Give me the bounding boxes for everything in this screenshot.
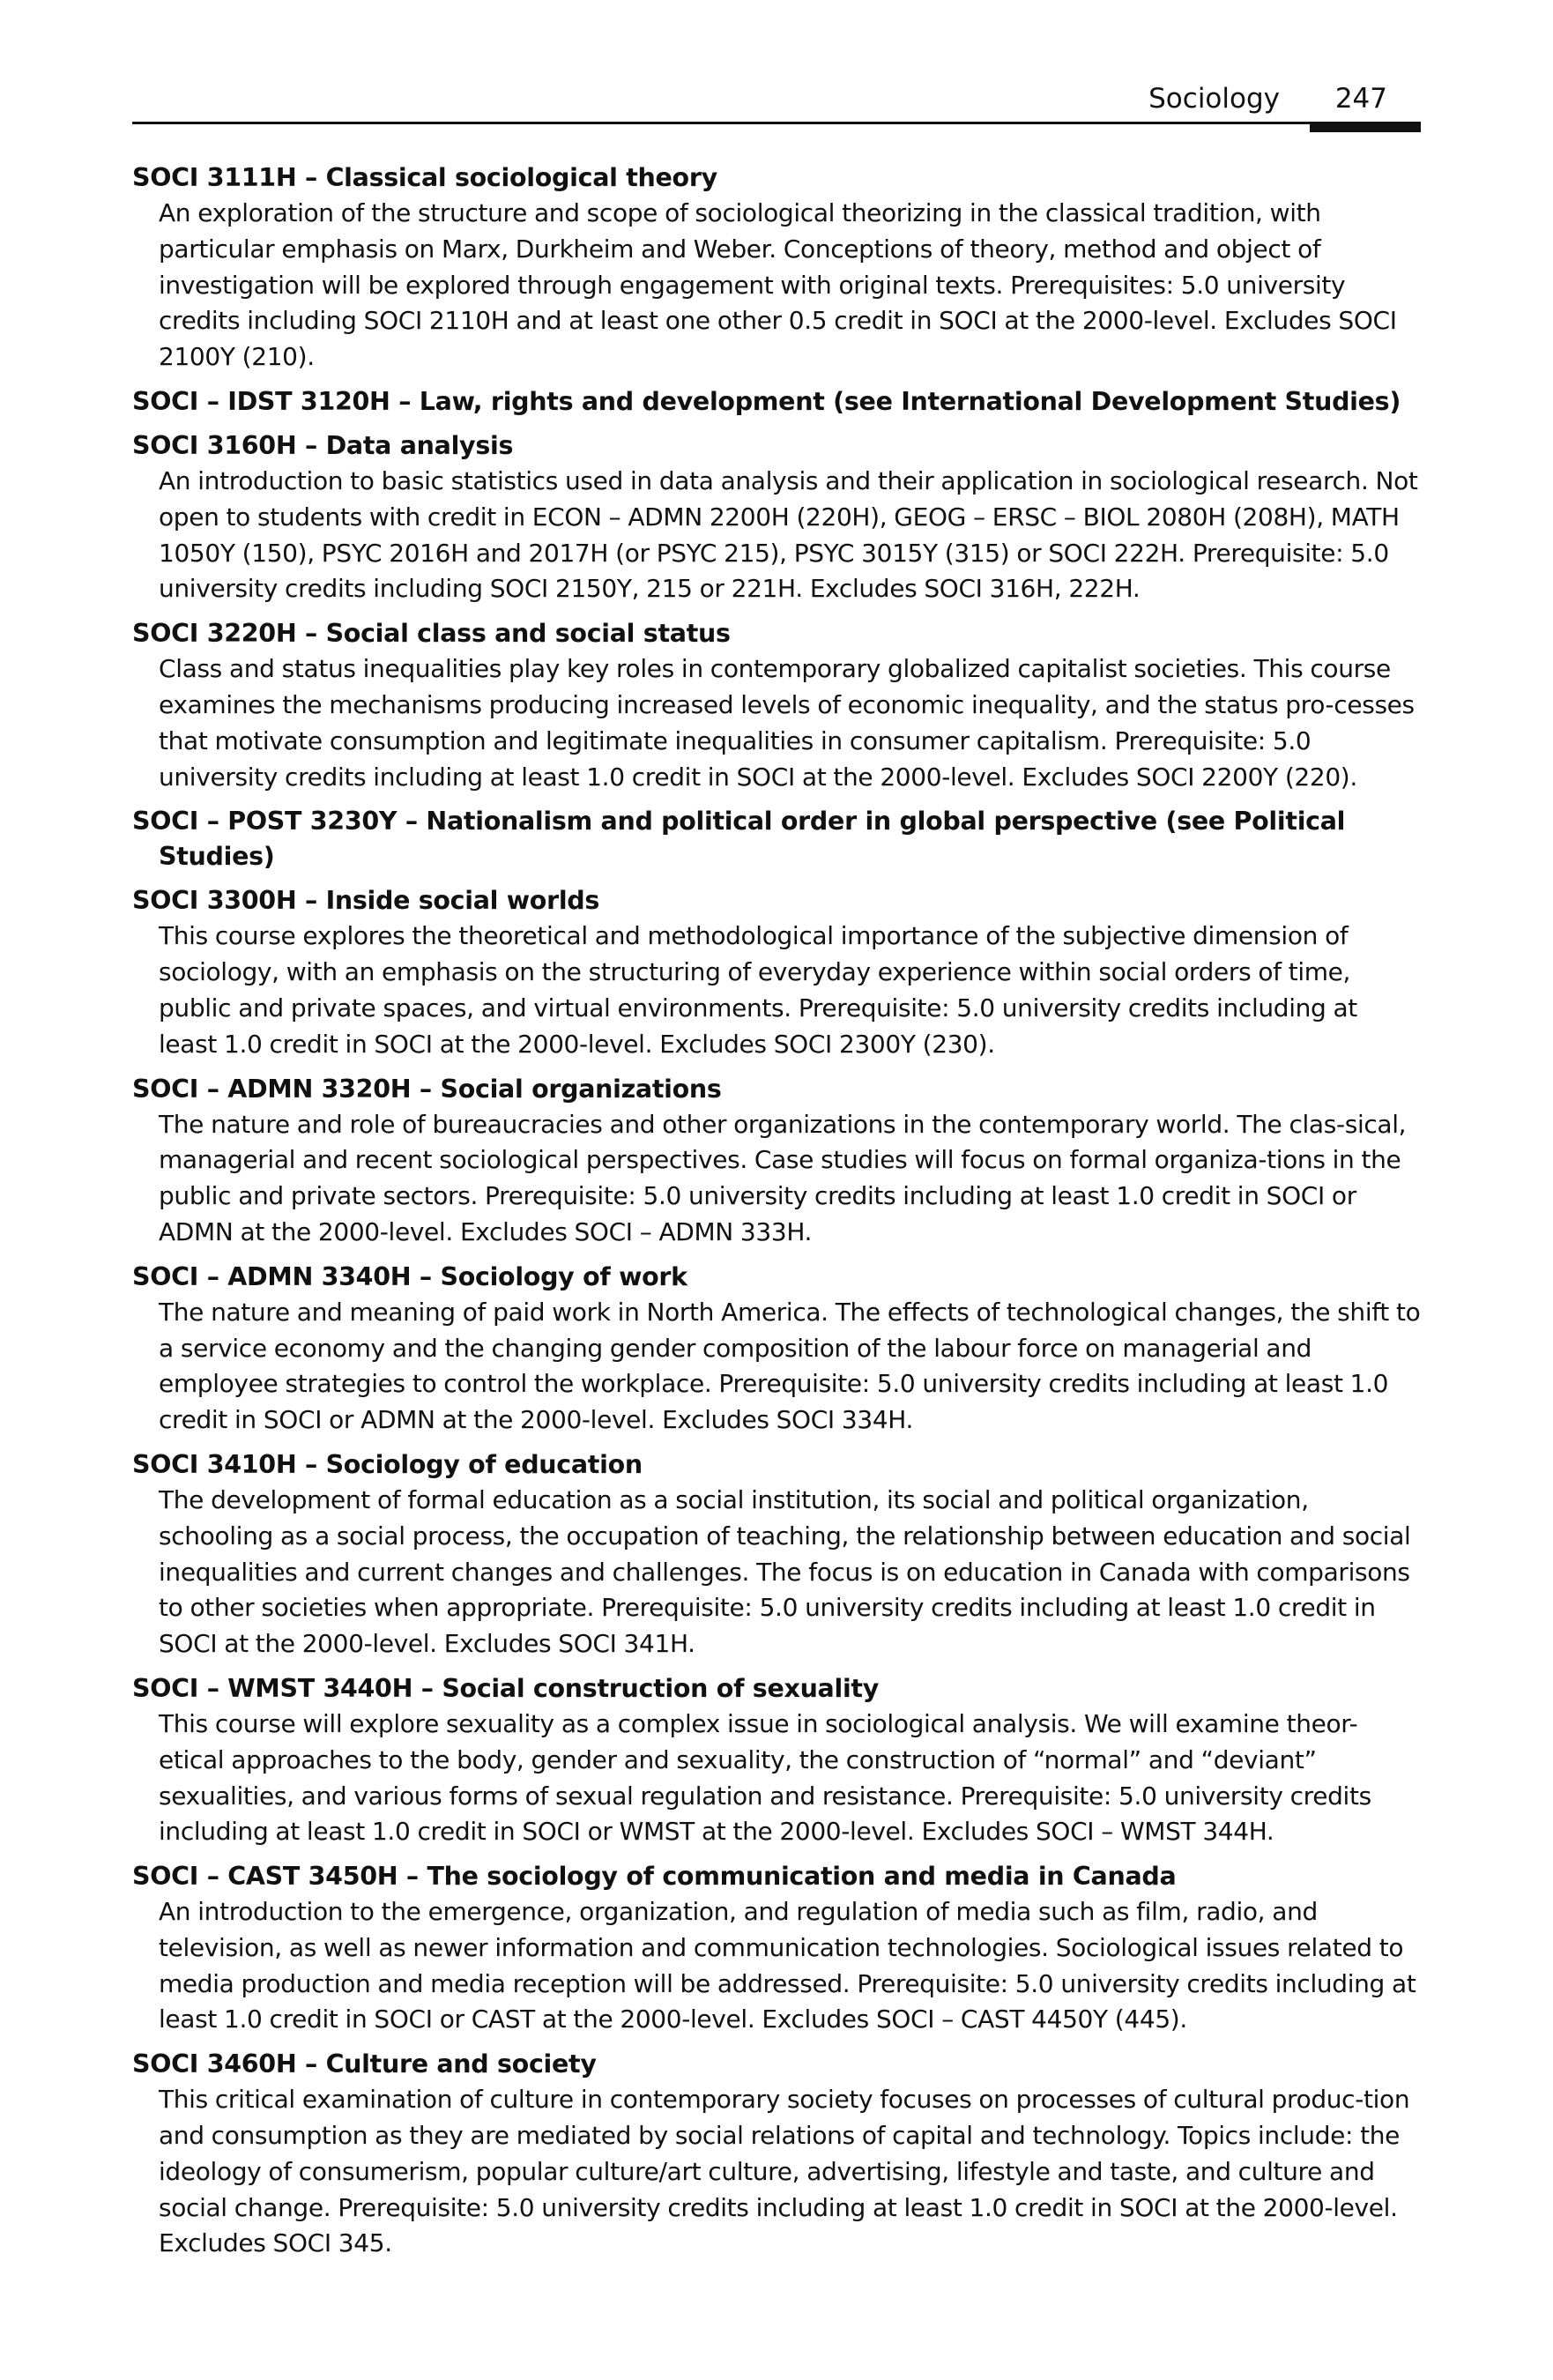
header-rule bbox=[132, 122, 1421, 124]
course-title: SOCI – WMST 3440H – Social construction of sexuality bbox=[132, 1673, 880, 1703]
course-entry bbox=[132, 1447, 1421, 1662]
course-title: SOCI 3111H – Classical sociological theory bbox=[132, 163, 717, 192]
course-description: This course will explore sexuality as a complex issue in sociological analysis. We will examine theor-etical approaches to the body, gender and sexuality, the construction of “normal” and “deviant” sexualities, and various forms of sexual regulation and resistance. Prerequisite: 5.0 university credits including at least 1.0 credit in SOCI or WMST at the 2000-level. Excludes SOCI – WMST 344H. bbox=[159, 1708, 1371, 1847]
course-description: Class and status inequalities play key roles in contemporary globalized capitalist societies. This course examines the mechanisms producing increased levels of economic inequality, and the status pro-cesses that motivate consumption and legitimate inequalities in consumer capitalism. Prerequisite: 5.0 university credits including at least 1.0 credit in SOCI at the 2000-level. Excludes SOCI 2200Y (220). bbox=[159, 654, 1415, 792]
course-entry bbox=[132, 1072, 1421, 1251]
course-entry bbox=[132, 384, 1421, 420]
header-section-title: Sociology bbox=[1148, 83, 1280, 115]
page-number: 247 bbox=[1334, 83, 1387, 115]
course-entry bbox=[132, 160, 1421, 376]
course-title: SOCI – IDST 3120H – Law, rights and development (see International Development Studies) bbox=[132, 386, 1401, 416]
course-title: SOCI 3160H – Data analysis bbox=[132, 430, 514, 460]
course-description: The nature and role of bureaucracies and other organizations in the contemporary world. The clas-sical, managerial and recent sociological perspectives. Case studies will focus on formal organiza-tions in the public and private sectors. Prerequisite: 5.0 university credits including at least 1.0 credit in SOCI or ADMN at the 2000-level. Excludes SOCI – ADMN 333H. bbox=[159, 1109, 1407, 1246]
course-entry bbox=[132, 804, 1421, 874]
course-description: This course explores the theoretical and methodological importance of the subjective dimension of sociology, with an emphasis on the structuring of everyday experience within social orders of time, public and private spaces, and virtual environments. Prerequisite: 5.0 university credits including at least 1.0 credit in SOCI at the 2000-level. Excludes SOCI 2300Y (230). bbox=[159, 921, 1357, 1059]
header-bar bbox=[1310, 122, 1421, 132]
course-title: SOCI 3300H – Inside social worlds bbox=[132, 886, 600, 916]
course-entry bbox=[132, 616, 1421, 795]
course-entry bbox=[132, 1859, 1421, 2038]
course-title: SOCI – CAST 3450H – The sociology of communication and media in Canada bbox=[132, 1862, 1177, 1892]
course-description: An introduction to basic statistics used in data analysis and their application in sociological research. Not open to students with credit in ECON – ADMN 2200H (220H), GEOG – ERSC – BIOL 2080H (208H), MATH 1050Y (150), PSYC 2016H and 2017H (or PSYC 215), PSYC 3015Y (315) or SOCI 222H. Prerequisite: 5.0 university credits including SOCI 2150Y, 215 or 221H. Excludes SOCI 316H, 222H. bbox=[159, 465, 1418, 604]
course-entry bbox=[132, 428, 1421, 607]
course-description: The nature and meaning of paid work in North America. The effects of technological changes, the shift to a service economy and the changing gender composition of the labour force on managerial and employee strategies to control the workplace. Prerequisite: 5.0 university credits including at least 1.0 credit in SOCI or ADMN at the 2000-level. Excludes SOCI 334H. bbox=[159, 1297, 1421, 1435]
course-description: An introduction to the emergence, organization, and regulation of media such as film, radio, and television, as well as newer information and communication technologies. Sociological issues related to media production and media reception will be addressed. Prerequisite: 5.0 university credits including at least 1.0 credit in SOCI or CAST at the 2000-level. Excludes SOCI – CAST 4450Y (445). bbox=[159, 1897, 1416, 2034]
course-entry bbox=[132, 1671, 1421, 1850]
course-title: SOCI 3220H – Social class and social status bbox=[132, 619, 731, 649]
course-description: The development of formal education as a social institution, its social and political organization, schooling as a social process, the occupation of teaching, the relationship between education and social inequalities and current changes and challenges. The focus is on education in Canada with comparisons to other societies when appropriate. Prerequisite: 5.0 university credits including at least 1.0 credit in SOCI at the 2000-level. Excludes SOCI 341H. bbox=[159, 1484, 1411, 1659]
course-title: SOCI 3410H – Sociology of education bbox=[132, 1449, 643, 1479]
course-title: SOCI – ADMN 3340H – Sociology of work bbox=[132, 1261, 687, 1291]
course-entry bbox=[132, 1260, 1421, 1439]
course-description: An exploration of the structure and scope of sociological theorizing in the classical tradition, with particular emphasis on Marx, Durkheim and Weber. Conceptions of theory, method and object of investigation will be explored through engagement with original texts. Prerequisites: 5.0 university credits including SOCI 2110H and at least one other 0.5 credit in SOCI at the 2000-level. Excludes SOCI 2100Y (210). bbox=[159, 198, 1397, 372]
course-list bbox=[132, 160, 1421, 2271]
course-title: SOCI 3460H – Culture and society bbox=[132, 2049, 597, 2079]
running-header bbox=[132, 81, 1421, 134]
course-description: This critical examination of culture in contemporary society focuses on processes of cultural produc-tion and consumption as they are mediated by social relations of capital and technology. Topics include: the ideology of consumerism, popular culture/art culture, advertising, lifestyle and taste, and culture and social change. Prerequisite: 5.0 university credits including at least 1.0 credit in SOCI at the 2000-level. Excludes SOCI 345. bbox=[159, 2085, 1410, 2258]
course-title: SOCI – ADMN 3320H – Social organizations bbox=[132, 1074, 722, 1104]
course-entry bbox=[132, 2047, 1421, 2262]
course-entry bbox=[132, 883, 1421, 1062]
course-title: SOCI – POST 3230Y – Nationalism and political order in global perspective (see Political Studies) bbox=[132, 807, 1346, 872]
